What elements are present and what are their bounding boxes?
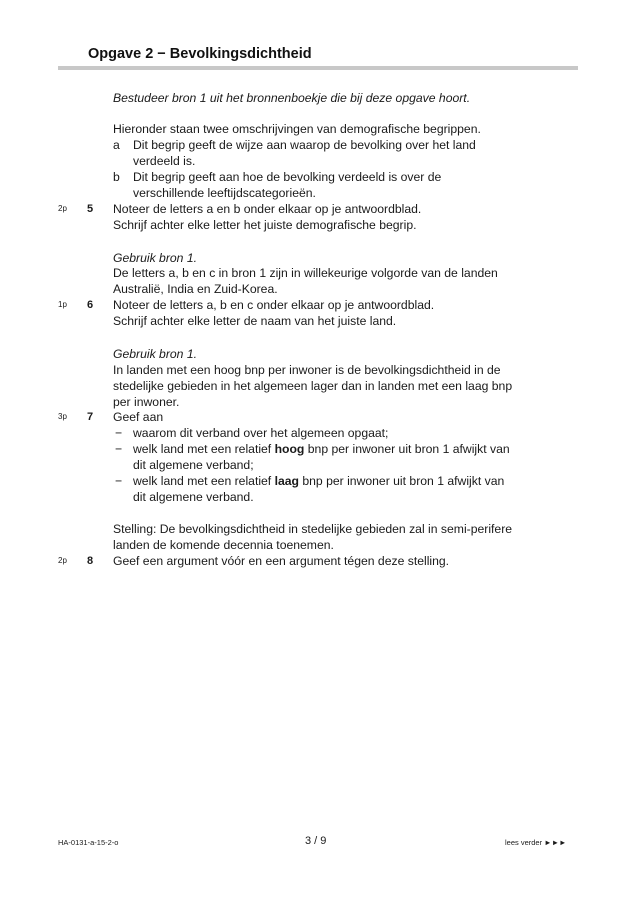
- q7-item3-bold: laag: [274, 474, 299, 488]
- q8-points: 2p: [58, 556, 67, 565]
- item-a-letter: a: [113, 138, 120, 152]
- q7-item3-line2: dit algemene verband.: [133, 490, 254, 504]
- block3-line3: per inwoner.: [113, 395, 180, 409]
- statement-line1: Stelling: De bevolkingsdichtheid in stedelijke gebieden zal in semi-perifere: [113, 522, 513, 536]
- footer-exam-code: HA-0131-a-15-2-o: [58, 838, 119, 847]
- q6-line2: Schrijf achter elke letter de naam van het juiste land.: [113, 314, 397, 328]
- q6-points: 1p: [58, 300, 67, 309]
- item-b-line2: verschillende leeftijdscategorieën.: [133, 186, 316, 200]
- q7-item3-dash: −: [115, 474, 123, 488]
- q5-line1: Noteer de letters a en b onder elkaar op je antwoordblad.: [113, 202, 422, 216]
- item-a-line1: Dit begrip geeft de wijze aan waarop de bevolking over het land: [133, 138, 476, 152]
- footer-continue: lees verder ►►►: [505, 838, 567, 847]
- q7-item2-pre: welk land met een relatief: [133, 442, 275, 456]
- q5-line2: Schrijf achter elke letter het juiste demografische begrip.: [113, 218, 417, 232]
- q6-number: 6: [87, 299, 94, 311]
- q7-item3-pre: welk land met een relatief: [133, 474, 275, 488]
- q7-item1: waarom dit verband over het algemeen opgaat;: [133, 426, 389, 440]
- q6-line1: Noteer de letters a, b en c onder elkaar op je antwoordblad.: [113, 298, 435, 312]
- q7-item3-line1: [133, 473, 504, 489]
- q8-line1: Geef een argument vóór en een argument tégen deze stelling.: [113, 554, 450, 568]
- q8-number: 8: [87, 555, 94, 567]
- q7-item2-line1: [133, 441, 510, 457]
- q7-number: 7: [87, 411, 94, 423]
- block3-line1: In landen met een hoog bnp per inwoner is de bevolkingsdichtheid in de: [113, 363, 501, 377]
- footer-page-number: 3 / 9: [305, 835, 327, 847]
- q7-item2-bold: hoog: [274, 442, 305, 456]
- q7-item3-post: bnp per inwoner uit bron 1 afwijkt van: [298, 474, 505, 488]
- statement-line2: landen de komende decennia toenemen.: [113, 538, 334, 552]
- item-b-line1: Dit begrip geeft aan hoe de bevolking verdeeld is over de: [133, 170, 442, 184]
- block3-line2: stedelijke gebieden in het algemeen lager dan in landen met een laag bnp: [113, 379, 513, 393]
- q7-item2-post: bnp per inwoner uit bron 1 afwijkt van: [304, 442, 510, 456]
- block3-use-source: Gebruik bron 1.: [113, 347, 198, 361]
- q5-number: 5: [87, 203, 94, 215]
- block1-lead: Hieronder staan twee omschrijvingen van demografische begrippen.: [113, 122, 481, 136]
- block2-line2: Australië, India en Zuid-Korea.: [113, 282, 278, 296]
- q5-points: 2p: [58, 204, 67, 213]
- q7-points: 3p: [58, 412, 67, 421]
- item-b-letter: b: [113, 170, 120, 184]
- q7-item1-dash: −: [115, 426, 123, 440]
- q7-lead: Geef aan: [113, 410, 164, 424]
- block2-line1: De letters a, b en c in bron 1 zijn in willekeurige volgorde van de landen: [113, 266, 498, 280]
- block2-use-source: Gebruik bron 1.: [113, 251, 198, 265]
- page-title: Opgave 2 − Bevolkingsdichtheid: [88, 46, 312, 62]
- title-divider: [58, 66, 578, 70]
- item-a-line2: verdeeld is.: [133, 154, 196, 168]
- q7-item2-dash: −: [115, 442, 123, 456]
- q7-item2-line2: dit algemene verband;: [133, 458, 254, 472]
- intro-instruction: Bestudeer bron 1 uit het bronnenboekje die bij deze opgave hoort.: [113, 91, 471, 105]
